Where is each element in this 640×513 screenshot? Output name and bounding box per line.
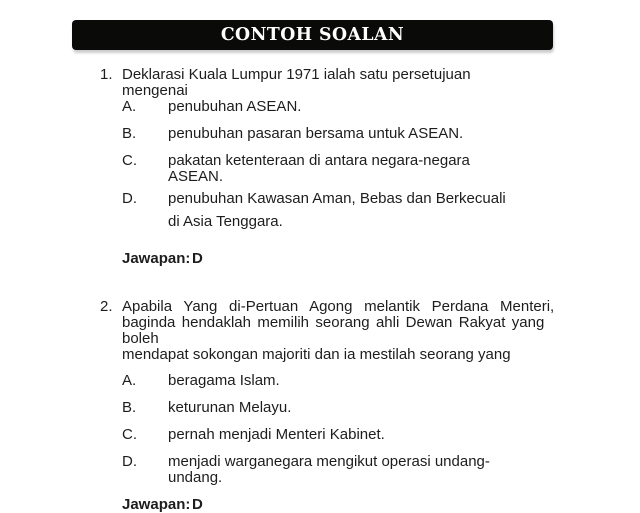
- option-letter: B.: [122, 399, 137, 416]
- question-1-text: Deklarasi Kuala Lumpur 1971 ialah satu persetujuan mengenai: [122, 66, 471, 99]
- question-2-body: [122, 299, 568, 513]
- question-1: [100, 67, 568, 267]
- q2-option-C: [122, 427, 568, 443]
- option-letter: B.: [122, 125, 137, 142]
- question-2-answer-row: [122, 497, 568, 513]
- answer-label: Jawapan:: [122, 496, 191, 513]
- q1-option-D: [122, 191, 568, 230]
- option-letter: C.: [122, 152, 137, 169]
- q2-option-D: [122, 454, 568, 486]
- option-text: penubuhan Kawasan Aman, Bebas dan Berkecuali di Asia Tenggara.: [168, 190, 506, 230]
- question-2-options: [122, 373, 568, 486]
- q1-option-C: [122, 153, 568, 185]
- answer-value: D: [192, 250, 203, 267]
- section-header-bar: [72, 20, 553, 50]
- option-text: penubuhan pasaran bersama untuk ASEAN.: [168, 125, 464, 142]
- q1-option-B: [122, 126, 568, 142]
- option-text: beragama Islam.: [168, 372, 280, 389]
- question-2-text: Apabila Yang di-Pertuan Agong melantik Perdana Menteri, baginda hendaklah memilih seorang ahli Dewan Rakyat yang boleh mendapat sokongan majoriti dan ia mestilah seorang yang: [122, 298, 555, 363]
- option-text: keturunan Melayu.: [168, 399, 292, 416]
- q2-option-B: [122, 400, 568, 416]
- q2-option-A: [122, 373, 568, 389]
- option-letter: D.: [122, 190, 137, 207]
- option-letter: C.: [122, 426, 137, 443]
- option-text: pernah menjadi Menteri Kabinet.: [168, 426, 385, 443]
- q1-option-A: [122, 99, 568, 115]
- answer-label: Jawapan:: [122, 250, 191, 267]
- option-text: pakatan ketenteraan di antara negara-negara ASEAN.: [168, 152, 470, 185]
- option-text: penubuhan ASEAN.: [168, 98, 302, 115]
- question-1-number: 1.: [100, 66, 113, 83]
- option-letter: A.: [122, 372, 137, 389]
- question-1-body: [122, 67, 568, 267]
- section-title: CONTOH SOALAN: [220, 24, 405, 45]
- option-letter: D.: [122, 453, 137, 470]
- question-1-answer-row: [122, 251, 568, 267]
- option-letter: A.: [122, 98, 137, 115]
- option-text: menjadi warganegara mengikut operasi undang- undang.: [168, 453, 490, 486]
- document-content: [100, 67, 568, 513]
- question-1-options: [122, 99, 568, 230]
- question-2: [100, 299, 568, 513]
- answer-value: D: [192, 496, 203, 513]
- question-2-number: 2.: [100, 298, 113, 315]
